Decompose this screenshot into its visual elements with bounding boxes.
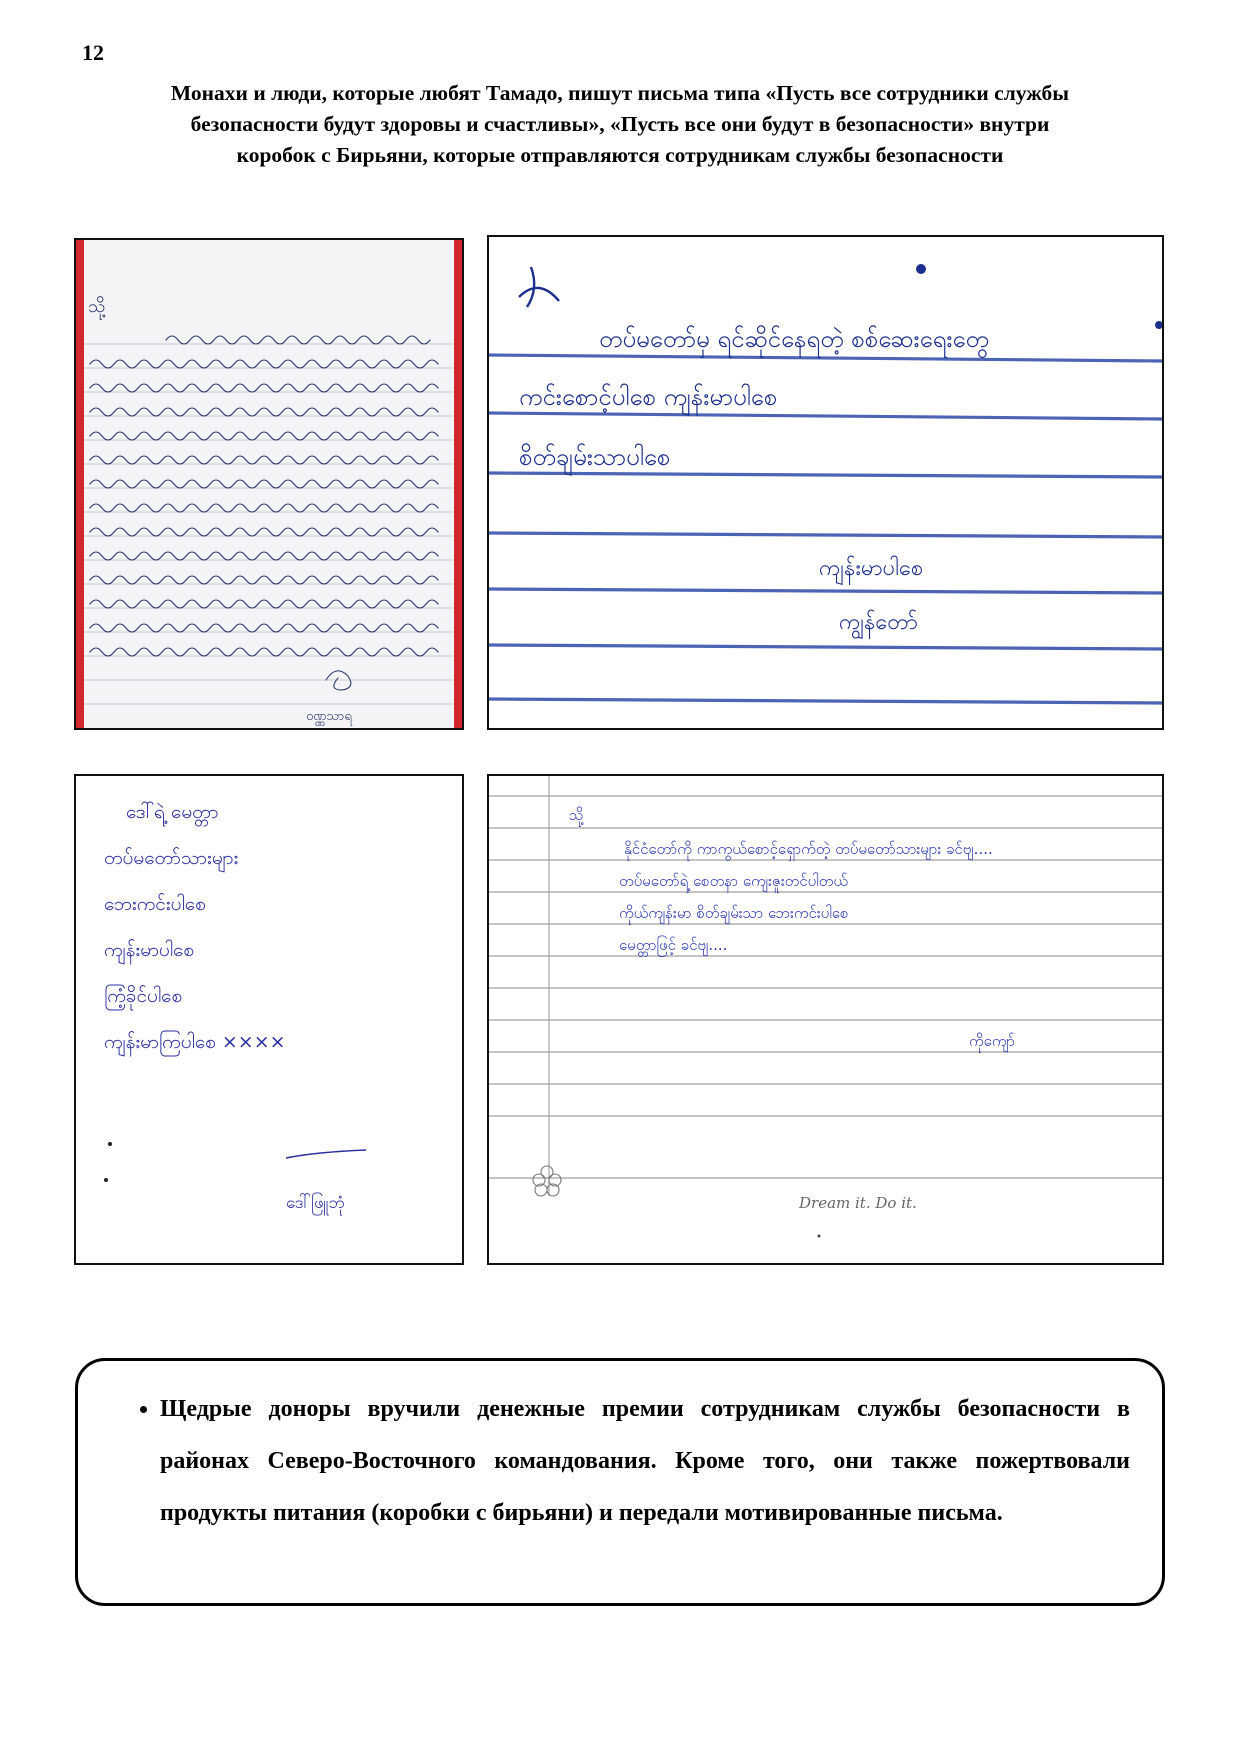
- letter-4-line-4: မေတ္တာဖြင့် ခင်ဗျ....: [619, 936, 728, 954]
- page-number: 12: [82, 40, 104, 65]
- letter-1-image: [76, 240, 462, 728]
- letter-4-line-2: တပ်မတော်ရဲ့ စေတနာ ကျေးဇူးတင်ပါတယ်: [619, 872, 848, 890]
- heading-line-3: коробок с Бирьяни, которые отправляются сотрудникам службы безопасности: [236, 143, 1004, 167]
- letter-2-image: [489, 237, 1162, 728]
- letter-3-line-4: ကျန်းမာပါစေ: [104, 939, 195, 961]
- letter-4-line-1: နိုင်ငံတော်ကို ကာကွယ်စောင့်ရှောက်တဲ့ တပ်မတော်သားများ ခင်ဗျ....: [624, 840, 993, 858]
- letter-3-image: [76, 776, 462, 1263]
- letter-4-image: [489, 776, 1162, 1263]
- letter-photo-1: [74, 238, 464, 730]
- letter-2-closing: ကျန်းမာပါစေ: [819, 556, 924, 581]
- letter-photo-4: [487, 774, 1164, 1265]
- heading-line-1: Монахи и люди, которые любят Тамадо, пишут письма типа «Пусть все сотрудники службы: [170, 81, 1070, 105]
- letter-4-footer: Dream it. Do it.: [799, 1194, 917, 1212]
- letter-3-line-1: ဒေါ်ရဲ့ မေတ္တာ: [126, 801, 219, 823]
- letter-1-signature: ဝဏ္ဏသာရ: [306, 709, 352, 724]
- letter-photo-3: [74, 774, 464, 1265]
- letter-2-signature: ကျွန်တော်: [839, 610, 918, 635]
- letter-2-line-3: စိတ်ချမ်းသာပါစေ: [519, 443, 671, 471]
- info-list-item: • Щедрые доноры вручили денежные премии сотрудникам службы безопасности в районах Северо-Восточного командования. Кроме того, они также пожертвовали продукты питания (коробки с бирьяни) и передали мотивированные письма.: [160, 1383, 1130, 1539]
- heading-line-2: безопасности будут здоровы и счастливы», «Пусть все они будут в безопасности» внутри: [190, 112, 1050, 136]
- letter-3-line-3: ဘေးကင်းပါစေ: [104, 893, 206, 915]
- letter-1-salutation: သို့: [88, 296, 106, 317]
- letter-3-line-6: ကျန်းမာကြပါစေ ××××: [104, 1031, 286, 1053]
- letter-4-signature: ကိုကျော်: [969, 1032, 1016, 1050]
- letter-2-line-2: ကင်းစောင့်ပါစေ ကျန်းမာပါစေ: [519, 383, 778, 411]
- letter-2-line-1: တပ်မတော်မှ ရင်ဆိုင်နေရတဲ့ စစ်ဆေးရေးတွေ: [599, 325, 989, 353]
- letter-4-line-3: ကိုယ်ကျန်းမာ စိတ်ချမ်းသာ ဘေးကင်းပါစေ: [619, 904, 849, 922]
- page-heading: [70, 78, 1170, 171]
- letter-3-signature: ဒေါ်ဖြူဘုံ: [286, 1193, 345, 1213]
- letter-3-line-2: တပ်မတော်သားများ: [104, 847, 239, 869]
- info-box: [75, 1358, 1165, 1606]
- letter-photo-2: [487, 235, 1164, 730]
- letter-3-line-5: ကြံ့ခိုင်ပါစေ: [104, 985, 183, 1007]
- letter-4-salutation: သို့: [569, 806, 584, 824]
- info-list: [118, 1383, 1130, 1539]
